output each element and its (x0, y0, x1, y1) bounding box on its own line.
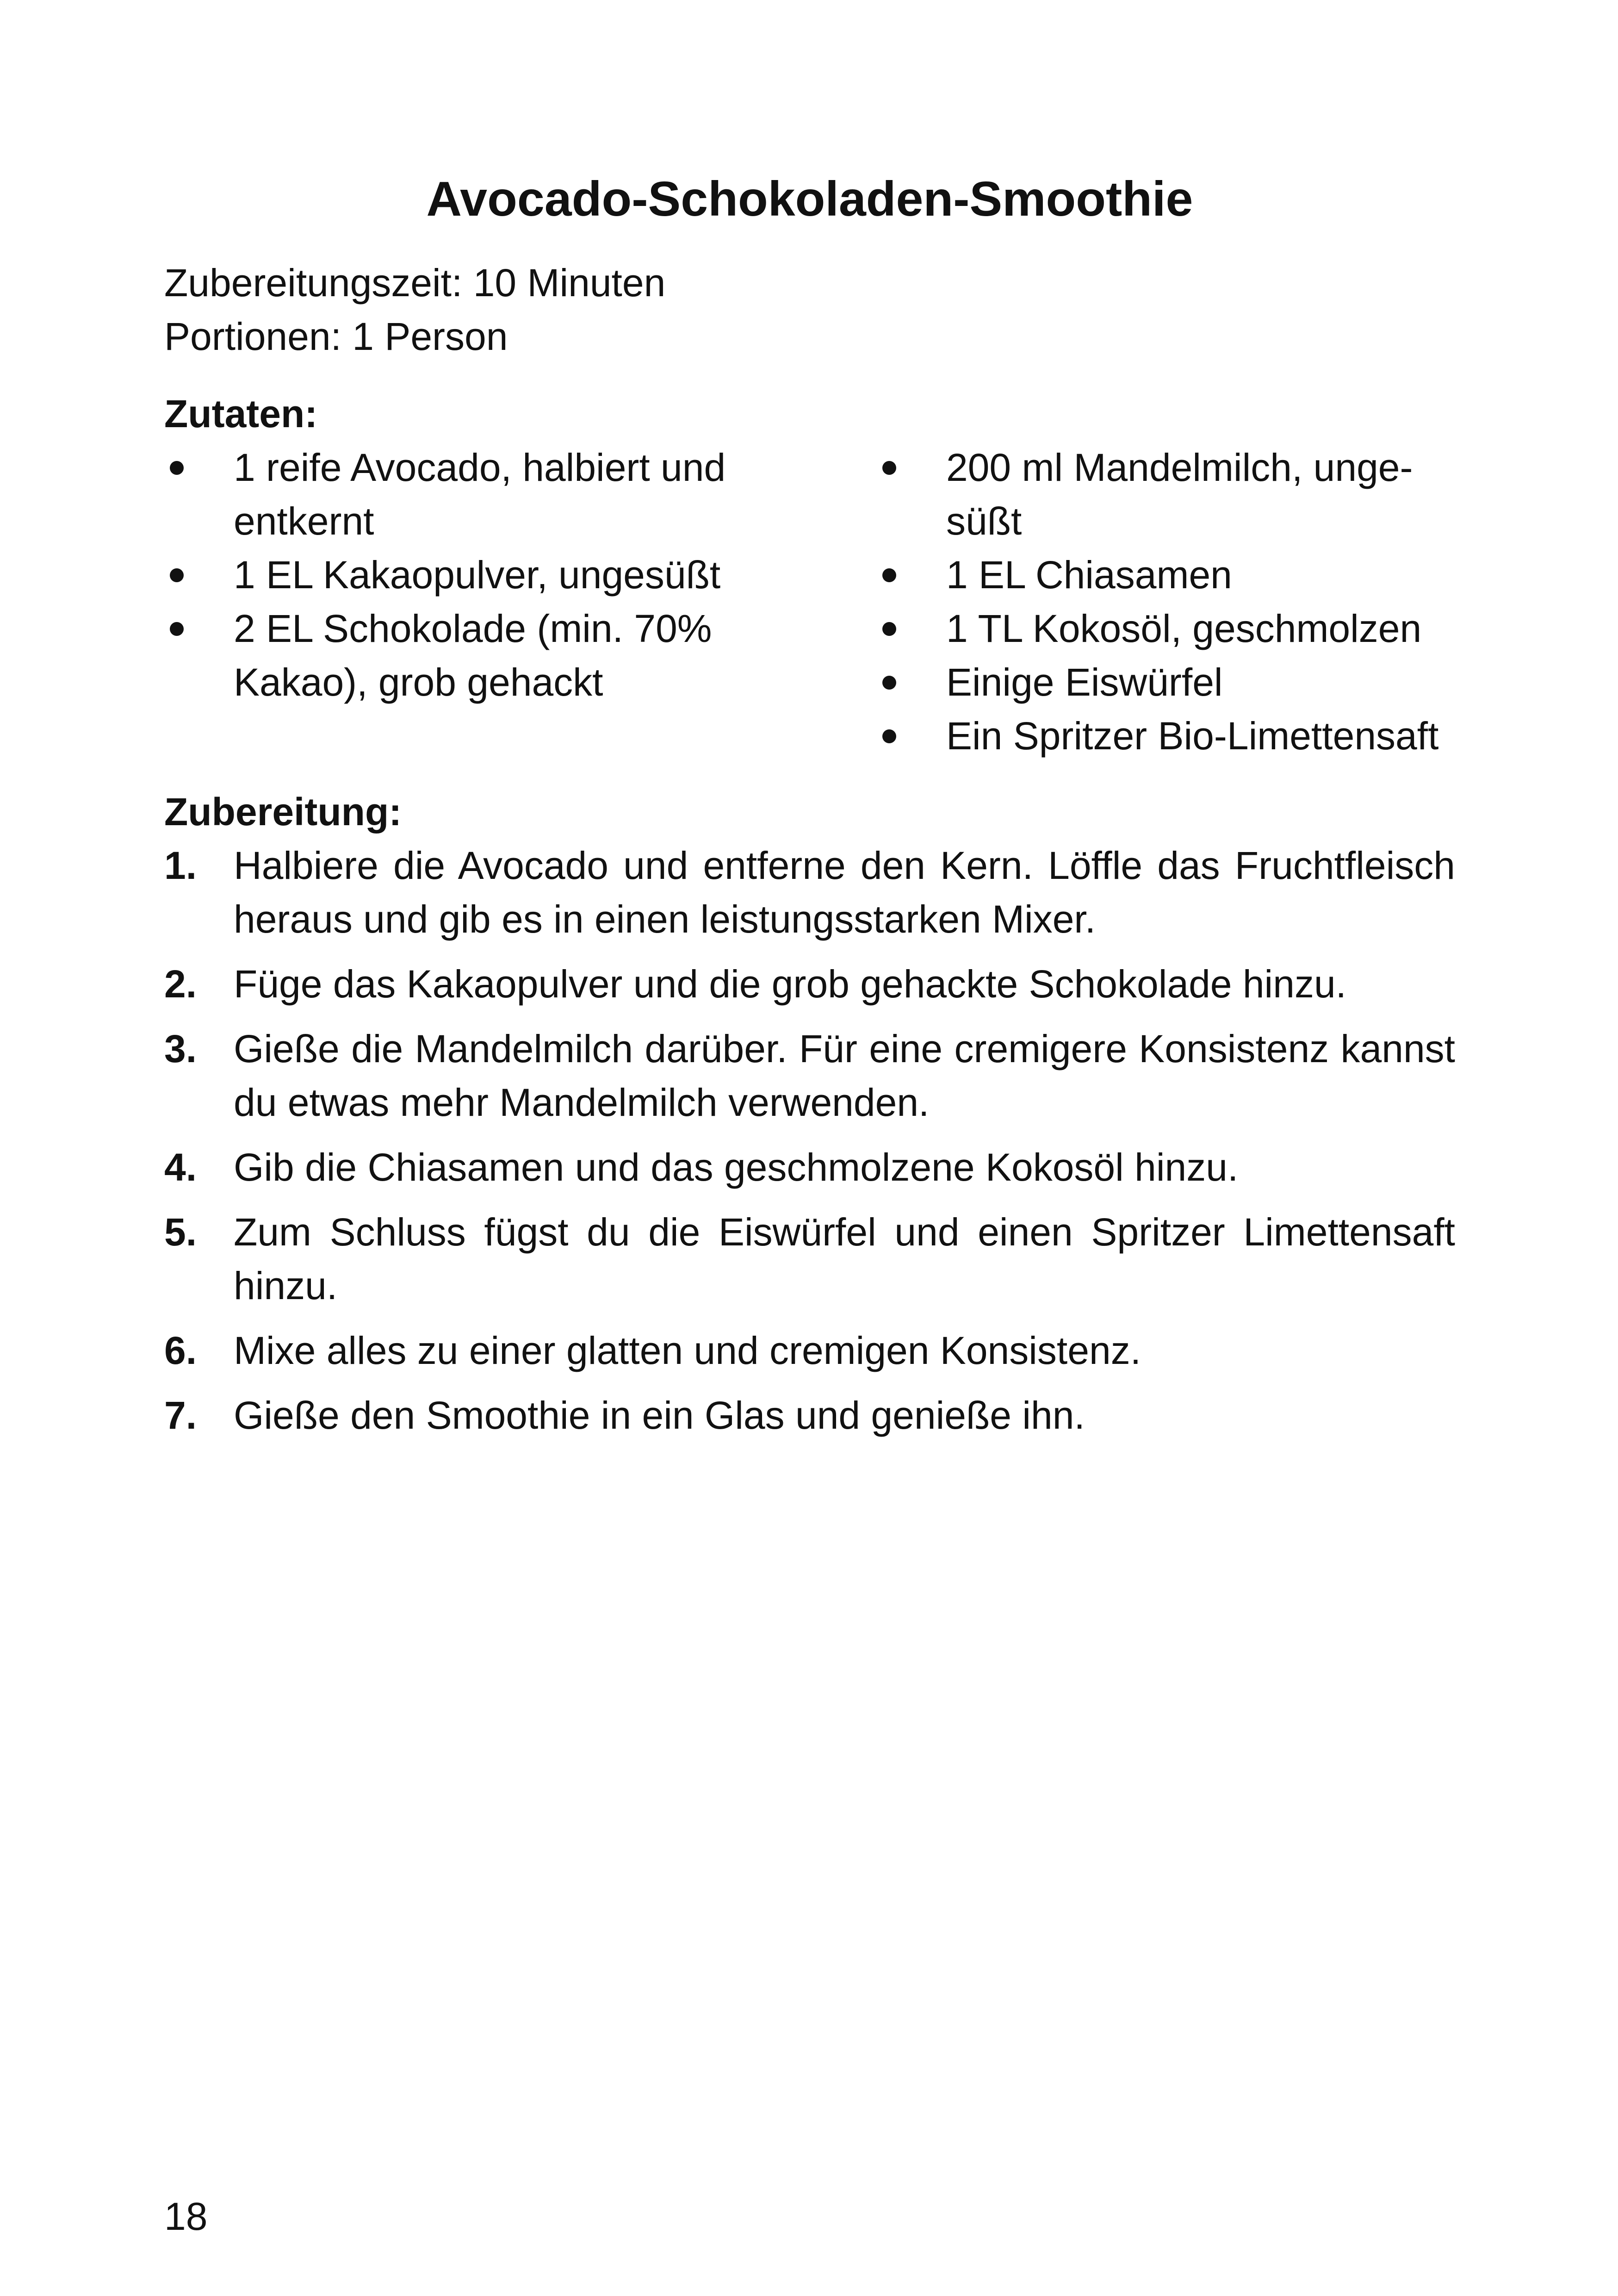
page-number: 18 (164, 2195, 208, 2238)
step-number: 3. (164, 1027, 197, 1070)
step-number: 5. (164, 1210, 197, 1254)
portions: Portionen: 1 Person (164, 315, 508, 358)
ingredient-text: 1 EL Chiasamen (946, 553, 1232, 597)
step-item (164, 1324, 1455, 1377)
ingredient-item (877, 602, 1460, 655)
bullet-icon (882, 461, 896, 475)
ingredient-text: Ein Spritzer Bio-Limettensaft (946, 714, 1439, 758)
step-number: 4. (164, 1145, 197, 1189)
step-number: 7. (164, 1394, 197, 1437)
step-number: 6. (164, 1329, 197, 1372)
recipe-page (164, 0, 1455, 2296)
ingredient-item (164, 548, 780, 602)
step-text: Zum Schluss fügst du die Eiswürfel und einen Spritzer Limettensaft hinzu. (234, 1210, 1455, 1307)
ingredient-text: 1 reife Avocado, halbiert und entkernt (234, 446, 726, 543)
ingredient-item (877, 441, 1460, 548)
preparation-heading: Zubereitung: (164, 790, 402, 834)
ingredients-list-right (877, 441, 1460, 763)
step-text: Gieße die Mandelmilch darüber. Für eine cremigere Konsistenz kannst du etwas mehr Mandelmilch verwenden. (234, 1027, 1455, 1124)
recipe-title: Avocado-Schokoladen-Smoothie (426, 172, 1193, 226)
step-item (164, 957, 1455, 1011)
ingredient-item (877, 548, 1460, 602)
step-text: Gieße den Smoothie in ein Glas und genieße ihn. (234, 1394, 1085, 1437)
bullet-icon (882, 568, 896, 582)
step-text: Gib die Chiasamen und das geschmolzene Kokosöl hinzu. (234, 1145, 1239, 1189)
step-number: 1. (164, 844, 197, 887)
bullet-icon (170, 461, 184, 475)
ingredients-list-left (164, 441, 780, 709)
ingredient-item (164, 441, 780, 548)
bullet-icon (882, 729, 896, 743)
ingredient-text: 200 ml Mandelmilch, unge-süßt (946, 446, 1413, 543)
ingredients-heading: Zutaten: (164, 392, 318, 436)
ingredient-item (877, 709, 1460, 763)
ingredient-item (877, 655, 1460, 709)
step-item (164, 1140, 1455, 1194)
prep-time: Zubereitungszeit: 10 Minuten (164, 261, 666, 305)
step-text: Mixe alles zu einer glatten und cremigen Konsistenz. (234, 1329, 1141, 1372)
bullet-icon (170, 568, 184, 582)
step-item (164, 1205, 1455, 1313)
bullet-icon (170, 622, 184, 636)
ingredient-text: Einige Eiswürfel (946, 660, 1223, 704)
step-text: Halbiere die Avocado und entferne den Kern. Löffle das Fruchtfleisch heraus und gib es in einen leistungsstarken Mixer. (234, 844, 1455, 941)
preparation-steps (164, 839, 1455, 1453)
bullet-icon (882, 622, 896, 636)
step-item (164, 1388, 1455, 1442)
bullet-icon (882, 676, 896, 690)
ingredient-item (164, 602, 780, 709)
step-item (164, 839, 1455, 946)
step-text: Füge das Kakaopulver und die grob gehackte Schokolade hinzu. (234, 962, 1346, 1006)
step-number: 2. (164, 962, 197, 1006)
ingredient-text: 1 TL Kokosöl, geschmolzen (946, 607, 1422, 650)
step-item (164, 1022, 1455, 1129)
ingredient-text: 1 EL Kakaopulver, ungesüßt (234, 553, 721, 597)
ingredient-text: 2 EL Schokolade (min. 70% Kakao), grob gehackt (234, 607, 712, 704)
